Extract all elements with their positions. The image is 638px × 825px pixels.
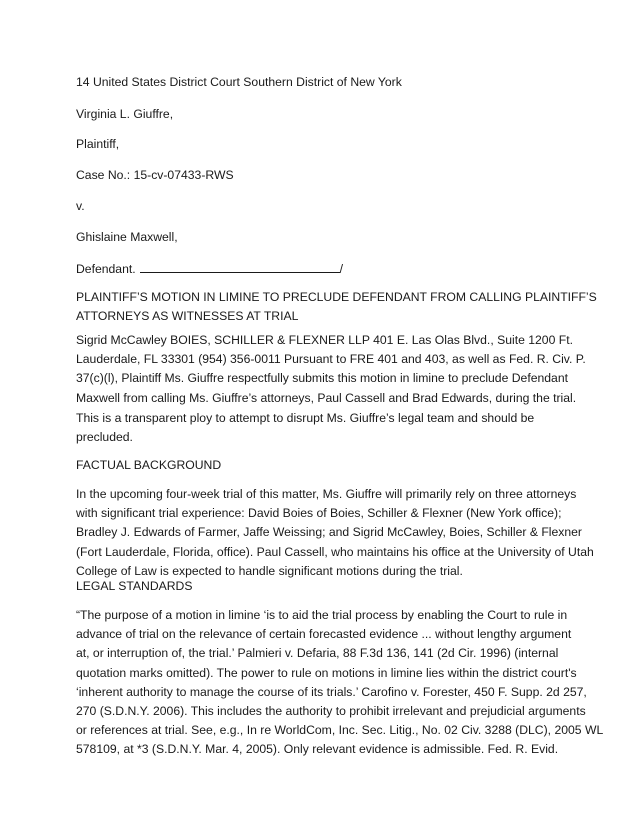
legal-line: or references at trial. See, e.g., In re WorldCom, Inc. Sec. Litig., No. 02 Civ. 3288 (DLC), 2005 WL: [76, 723, 604, 738]
title-line: ATTORNEYS AS WITNESSES AT TRIAL: [76, 309, 299, 324]
ploy-line: This is a transparent ploy to attempt to disrupt Ms. Giuffre’s legal team and should be: [76, 411, 535, 425]
intro-line: Maxwell from calling Ms. Giuffre’s attorneys, Paul Cassell and Brad Edwards, during the trial.: [76, 390, 577, 405]
defendant-name: Ghislaine Maxwell,: [76, 230, 178, 244]
ploy-paragraph: [76, 409, 564, 447]
legal-line: ‘inherent authority to manage the course of its trials.’ Carofino v. Forester, 450 F. Supp. 2d 257,: [76, 684, 587, 699]
legal-line: quotation marks omitted). The power to rule on motions in limine lies within the district court's: [76, 665, 577, 680]
defendant-line-end: /: [339, 262, 344, 276]
legal-line: 578109, at *3 (S.D.N.Y. Mar. 4, 2005). Only relevant evidence is admissible. Fed. R. Evid.: [76, 742, 559, 757]
motion-title: [76, 288, 597, 326]
factual-line: College of Law is expected to handle significant motions during the trial.: [76, 563, 463, 578]
defendant-role: Defendant.: [76, 262, 136, 276]
factual-paragraph: [76, 485, 594, 581]
factual-line: with significant trial experience: David Boies of Boies, Schiller & Flexner (New York office);: [76, 506, 562, 521]
title-line: PLAINTIFF’S MOTION IN LIMINE TO PRECLUDE DEFENDANT FROM CALLING PLAINTIFF’S: [76, 290, 597, 304]
intro-line: 37(c)(l), Plaintiff Ms. Giuffre respectfully submits this motion in limine to preclude Defendant: [76, 371, 568, 386]
court-caption: 14 United States District Court Southern District of New York: [76, 75, 402, 89]
case-number: Case No.: 15-cv-07433-RWS: [76, 168, 234, 182]
defendant-line: [76, 260, 343, 276]
legal-paragraph: [76, 606, 604, 760]
intro-line: Lauderdale, FL 33301 (954) 356-0011 Pursuant to FRE 401 and 403, as well as Fed. R. Civ. P.: [76, 352, 586, 367]
legal-standards-heading: LEGAL STANDARDS: [76, 579, 193, 593]
legal-line: at, or interruption of, the trial.’ Palmieri v. Defaria, 88 F.3d 136, 141 (2d Cir. 1996) (internal: [76, 646, 559, 661]
factual-line: (Fort Lauderdale, Florida, office). Paul Cassell, who maintains his office at the University of Utah: [76, 544, 594, 559]
ploy-line: precluded.: [76, 430, 133, 445]
signature-underline: [140, 260, 340, 273]
versus-label: v.: [76, 199, 85, 213]
plaintiff-name: Virginia L. Giuffre,: [76, 107, 174, 121]
legal-line: 270 (S.D.N.Y. 2006). This includes the authority to prohibit irrelevant and prejudicial arguments: [76, 704, 586, 719]
plaintiff-role: Plaintiff,: [76, 137, 120, 151]
intro-paragraph: [76, 331, 586, 408]
intro-line: Sigrid McCawley BOIES, SCHILLER & FLEXNER LLP 401 E. Las Olas Blvd., Suite 1200 Ft.: [76, 333, 573, 347]
factual-line: In the upcoming four-week trial of this matter, Ms. Giuffre will primarily rely on three attorneys: [76, 487, 577, 501]
legal-line: “The purpose of a motion in limine ‘is to aid the trial process by enabling the Court to rule in: [76, 608, 568, 622]
factual-line: Bradley J. Edwards of Farmer, Jaffe Weissing; and Sigrid McCawley, Boies, Schiller & Flexner: [76, 525, 582, 540]
legal-line: advance of trial on the relevance of certain forecasted evidence ... without lengthy argument: [76, 627, 572, 642]
factual-background-heading: FACTUAL BACKGROUND: [76, 458, 222, 472]
